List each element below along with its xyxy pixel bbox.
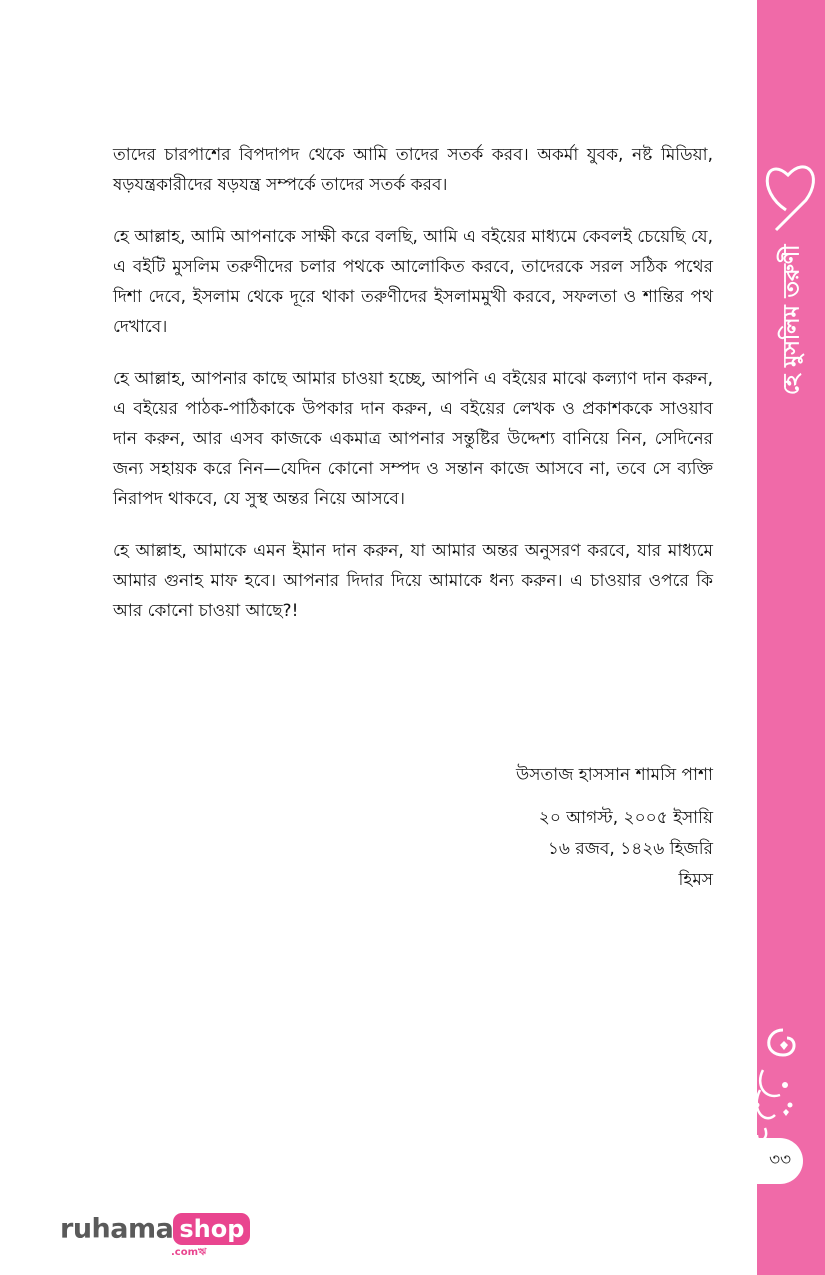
signature-block (516, 760, 713, 896)
floral-ornament-icon (735, 1010, 815, 1150)
publisher-logo (60, 1213, 250, 1258)
date-gregorian: ২০ আগস্ট, ২০০৫ ইসায়ি (538, 808, 713, 828)
place: হিমস (678, 870, 713, 890)
logo-domain: .comঋ (171, 1247, 207, 1258)
paragraph: হে আল্লাহ, আপনার কাছে আমার চাওয়া হচ্ছে, আপনি এ বইয়ের মাঝে কল্যাণ দান করুন, এ বইয়ের পাঠক-পাঠিকাকে উপকার দান করুন, এ বইয়ের লেখক ও প্রকাশককে সাওয়াব দান করুন, আর এসব কাজকে একমাত্র আপনার সন্তুষ্টির উদ্দেশ্য বানিয়ে নিন, সেদিনের জন্য সহায়ক করে নিন—যেদিন কোনো সম্পদ ও সন্তান কাজে আসবে না, তবে সে ব্যক্তি নিরাপদ থাকবে, যে সুস্থ অন্তর নিয়ে আসবে। (113, 369, 713, 509)
heart-ornament-icon (746, 150, 825, 240)
author-name: উসতাজ হাসসান শামসি পাশা (516, 765, 713, 785)
body-text (113, 140, 713, 648)
paragraph: তাদের চারপাশের বিপদাপদ থেকে আমি তাদের সতর্ক করব। অকর্মা যুবক, নষ্ট মিডিয়া, ষড়যন্ত্রকারীদের ষড়যন্ত্র সম্পর্কে তাদের সতর্ক করব। (113, 145, 713, 195)
paragraph: হে আল্লাহ, আমাকে এমন ইমান দান করুন, যা আমার অন্তর অনুসরণ করবে, যার মাধ্যমে আমার গুনাহ মাফ হবে। আপনার দিদার দিয়ে আমাকে ধন্য করুন। এ চাওয়ার ওপরে কি আর কোনো চাওয়া আছে?! (113, 541, 713, 621)
page-number: ৩৩ (757, 1138, 803, 1184)
logo-shop-badge: shop (173, 1213, 250, 1245)
date-hijri: ১৬ রজব, ১৪২৬ হিজরি (547, 839, 713, 859)
logo-text: ruhama (60, 1213, 174, 1245)
paragraph: হে আল্লাহ, আমি আপনাকে সাক্ষী করে বলছি, আমি এ বইয়ের মাধ্যমে কেবলই চেয়েছি যে, এ বইটি মুসলিম তরুণীদের চলার পথকে আলোকিত করবে, তাদেরকে সরল সঠিক পথের দিশা দেবে, ইসলাম থেকে দূরে থাকা তরুণীদের ইসলামমুখী করবে, সফলতা ও শান্তির পথ দেখাবে। (113, 227, 713, 337)
book-title: হে মুসলিম তরুণী (779, 244, 805, 396)
